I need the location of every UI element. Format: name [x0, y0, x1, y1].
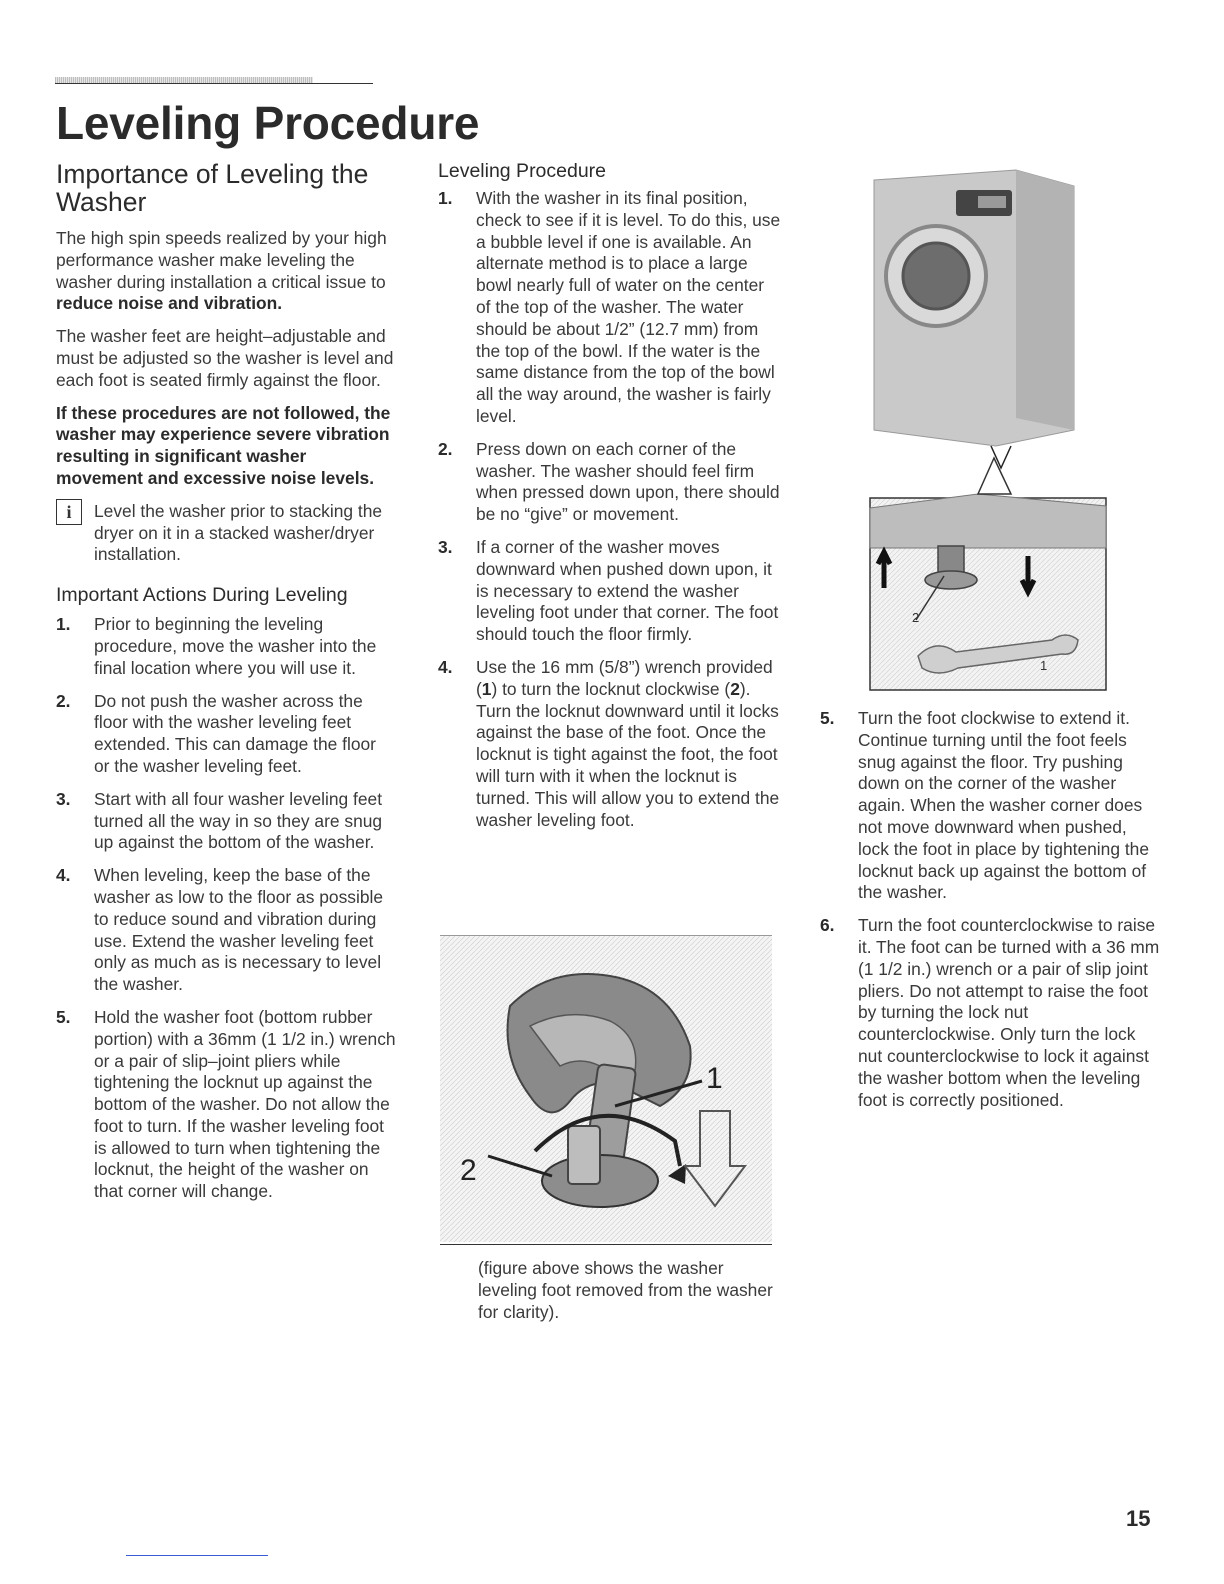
- locknut-figure: [440, 935, 772, 1245]
- info-icon: i: [56, 499, 82, 525]
- actions-list: [56, 614, 396, 1203]
- list-item: 3. Start with all four washer leveling feet turned all the way in so they are snug up against the bottom of the washer.: [56, 788, 383, 853]
- header-rule: [55, 77, 373, 85]
- list-item: 1. Prior to beginning the leveling procedure, move the washer into the final location where you will use it.: [56, 614, 377, 678]
- importance-heading: Importance of Leveling the Washer: [56, 159, 369, 217]
- list-item: 6. Turn the foot counterclockwise to raise it. The foot can be turned with a 36 mm (1 1/2 in.) wrench or a pair of slip joint pliers. Do not attempt to raise the foot by turning the lock nut counterclockwise. Only turn the lock nut counterclockwise to lock it against the washer bottom when the leveling foot is correctly positioned.: [820, 915, 1160, 1110]
- column-left: [56, 160, 396, 1214]
- column-middle: [438, 160, 783, 842]
- washer-callout-label-2: 2: [912, 610, 920, 625]
- list-item: 3. If a corner of the washer moves downward when pushed down upon, it is necessary to extend the washer leveling foot under that corner. The foot should touch the floor firmly.: [438, 536, 779, 645]
- page-title: Leveling Procedure: [56, 97, 480, 149]
- procedure-list: [438, 188, 783, 831]
- list-item: 5. Turn the foot clockwise to extend it. Continue turning until the foot feels snug against the floor. Try pushing down on the corner of the washer again. When the washer corner does not move downward when pushed, lock the foot in place by tightening the locknut back up against the bottom of the washer.: [820, 708, 1150, 903]
- warning-text: If these procedures are not followed, the washer may experience severe vibration resulting in significant washer movement and excessive noise levels.: [56, 402, 391, 488]
- washer-illustration: [866, 168, 1108, 693]
- callout-label-1: 1: [706, 1062, 723, 1095]
- list-item: 5. Hold the washer foot (bottom rubber portion) with a 36mm (1 1/2 in.) wrench or a pair of slip–joint pliers while tightening the locknut up against the bottom of the washer. Do not allow the foot to turn. If the washer leveling foot is allowed to turn when tightening the locknut, the height of the washer on that corner will change.: [56, 1006, 396, 1202]
- list-item: 2. Press down on each corner of the washer. The washer should feel firm when pressed down upon, there should be no “give” or movement.: [438, 438, 780, 525]
- actions-heading: Important Actions During Leveling: [56, 584, 348, 607]
- info-note-text: Level the washer prior to stacking the dryer on it in a stacked washer/dryer installation.: [94, 500, 383, 565]
- list-item: 4. Use the 16 mm (5/8”) wrench provided (1) to turn the locknut clockwise (2). Turn the locknut downward until it locks against the base of the foot. Once the locknut is tight against the foot, the foot will turn with it when the locknut is turned. This will allow you to extend the washer leveling foot.: [438, 656, 780, 830]
- locknut-illustration: [440, 936, 772, 1242]
- importance-paragraph-1: The high spin speeds realized by your high performance washer make leveling the washer during installation a critical issue to reduce noise and vibration.: [56, 228, 387, 314]
- washer-figure: [866, 168, 1108, 693]
- list-item: 2. Do not push the washer across the floor with the washer leveling feet extended. This can damage the floor or the washer leveling feet.: [56, 690, 376, 776]
- figure-caption: (figure above shows the washer leveling foot removed from the washer for clarity).: [478, 1258, 773, 1322]
- procedure-heading: Leveling Procedure: [438, 160, 607, 182]
- importance-paragraph-2: The washer feet are height–adjustable and must be adjusted so the washer is level and each foot is seated firmly against the floor.: [56, 326, 394, 390]
- callout-label-2: 2: [460, 1154, 477, 1187]
- list-item: 4. When leveling, keep the base of the washer as low to the floor as possible to reduce sound and vibration during use. Extend the washer leveling feet only as much as is necessary to level the washer.: [56, 865, 384, 995]
- washer-callout-label-1: 1: [1040, 658, 1048, 673]
- importance-bold-phrase: reduce noise and vibration.: [56, 293, 283, 314]
- list-item: 1. With the washer in its final position, check to see if it is level. To do this, use a bubble level if one is available. An alternate method is to place a large bowl nearly full of water on the center of the top of the washer. The water should be about 1/2” (12.7 mm) from the top of the bowl. If the water is the same distance from the top of the bowl all the way around, the washer is fairly level.: [438, 188, 781, 426]
- info-note: [56, 501, 396, 566]
- procedure-list-continued: [820, 708, 1160, 1111]
- column-right: [820, 708, 1160, 1122]
- footer-rule: [126, 1555, 268, 1556]
- page-number: 15: [1126, 1506, 1151, 1531]
